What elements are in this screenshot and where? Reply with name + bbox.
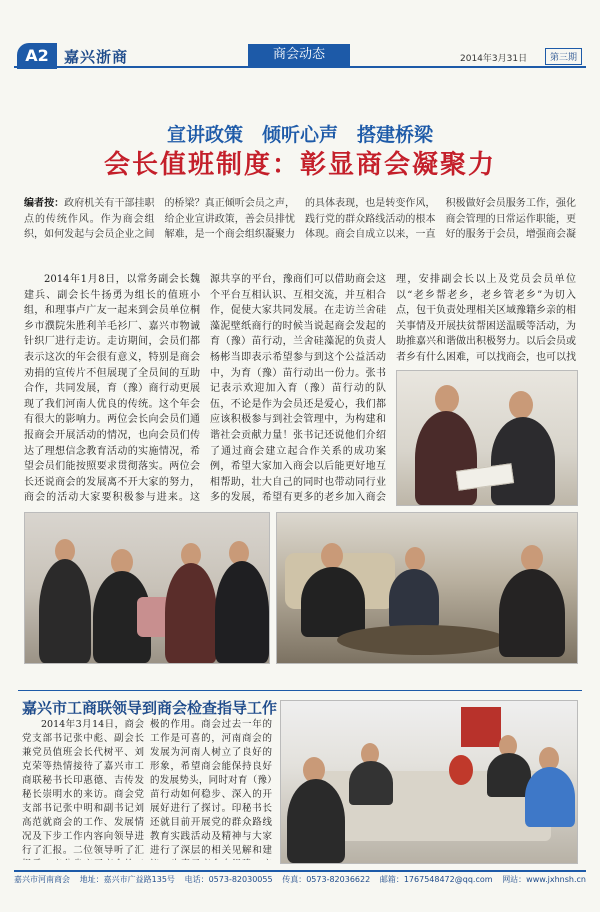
photo-person-body bbox=[389, 569, 439, 629]
photo-person-head bbox=[509, 391, 533, 419]
photo-person-body bbox=[349, 761, 393, 805]
article2-paragraph: 极的作用。商会过去一年的工作是可喜的，河南商会的发展为河南人树立了良好的形象，希望商会能保持良好的发展势头，同时对育（豫）苗行动如何稳步、深入的开展好进行了探讨。印秘书长还就目前开展党的群众路线教育实践活动及精神与大家进行了深层的相关见解和建 bbox=[150, 719, 272, 856]
footer-phone: 电话：0573-82030055 bbox=[184, 875, 273, 884]
header-rule bbox=[14, 66, 586, 68]
footer-address: 地址：嘉兴市广益路135号 bbox=[79, 875, 175, 884]
footer-website: 网站：www.jxhnsh.cn bbox=[502, 875, 586, 884]
photo-person-body bbox=[287, 779, 345, 863]
photo-flower-arrangement bbox=[449, 755, 473, 785]
editor-note-label: 编者按： bbox=[24, 198, 65, 209]
article2-rule bbox=[18, 690, 582, 691]
page-number: A2 bbox=[17, 43, 57, 69]
footer-email: 邮箱：1767548472@qq.com bbox=[379, 875, 493, 884]
photo-table bbox=[337, 625, 507, 655]
photo-person-head bbox=[405, 547, 425, 571]
article1-column-1 bbox=[24, 272, 200, 504]
footer bbox=[14, 874, 586, 890]
newspaper-name: 嘉兴浙商 bbox=[64, 48, 129, 66]
photo-office-meeting bbox=[276, 512, 578, 664]
edition-badge: 第三期 bbox=[545, 48, 582, 65]
editor-note bbox=[24, 196, 576, 258]
photo-wall-banner bbox=[461, 707, 501, 747]
photo-person-head bbox=[435, 385, 459, 413]
article-headline: 会长值班制度：彰显商会凝聚力 bbox=[103, 150, 496, 180]
article1-column-3 bbox=[396, 272, 576, 366]
photo-person-body bbox=[487, 753, 531, 797]
photo-person-body bbox=[491, 417, 555, 505]
article1-column-2 bbox=[210, 272, 386, 504]
article2-column-1 bbox=[22, 718, 144, 860]
article2-title: 嘉兴市工商联领导到商会检查指导工作 bbox=[22, 699, 278, 717]
photo-person-head bbox=[521, 545, 543, 571]
photo-person-body bbox=[301, 567, 365, 637]
photo-visit-document bbox=[396, 370, 578, 506]
article2-paragraph: 2014年3月14日，商会党支部书记张中彪、副会长兼党员值班会长代树平、刘克荣等热情接待了嘉兴市工商联秘书长印惠德、吉传发秘长崇明水的来访。商会党支部书记张中明和副书记刘高范就商会的工作、发展情况及下步工作内容向领导进行了汇报。二位领导听了汇 bbox=[22, 719, 144, 856]
photo-person-body bbox=[165, 563, 217, 663]
editor-note-text: 政府机关有干部挂职点的传统作风。作为商会组织，如何发起与会员企业之间的桥梁？真正倾听会员之声，给企业宣讲政策，善会员排忧解难，是一个商会组织凝聚力的具体表现，也是转变作风，践行党的群众路线活动的根本体现。商会自成立以来，一直积极做好会员服务工作，强化商会管理的日常运作职能，更好的服务于会员，增强商会凝 bbox=[24, 198, 576, 241]
section-label: 商会动态 bbox=[248, 44, 350, 66]
article-kicker: 宣讲政策 倾听心声 搭建桥梁 bbox=[166, 124, 433, 146]
article1-paragraph: 2014年1月8日，以常务副会长魏建兵、副会长牛扬勇为组长的值班小组，和理事卢广友一起来到会员单位桐乡市濮院朱胜利羊毛衫厂、嘉兴市物诚针织厂进行走访。走访期间，会员们都表示这次的年会很有意义，特别是商会劝捐的宣传片不但展现了全员间的互助合作，共同发展，育（豫）商行动更展现了我们河南人优良的传统。这个年会有很大的影响力。两位会长向会员们通报商会开展活动的情况，也向会员们传达了理想信念教育活动的实施情况，希望会员们能按照要求贯彻落实。两位会长还说商会的发展离不开大家的努力，商会的活动大家要积极参与进来。这 bbox=[24, 274, 200, 504]
photo-federation-meeting bbox=[280, 700, 578, 864]
article1-paragraph: 理，安排副会长以上及党员会员单位以“老乡帮老乡，老乡管老乡”为切入点，包干负责处理相关区域豫籍乡亲的相关事情及开展扶贫帮困送温暖等活动，为助推嘉兴和谐做出积极努力。以后会员或者乡有什么困难，可以找商会，也可以找 bbox=[396, 274, 576, 363]
footer-sponsor: 嘉兴市河南商会 bbox=[14, 875, 70, 884]
issue-date: 2014年3月31日 bbox=[460, 54, 528, 64]
footer-rule bbox=[14, 870, 586, 872]
footer-fax: 传真：0573-82036622 bbox=[282, 875, 371, 884]
article2-column-2 bbox=[150, 718, 272, 860]
photo-person-body bbox=[525, 767, 575, 827]
article1-paragraph: 源共享的平台，豫商们可以借助商会这个平台互相认识、互相交流，并互相合作，促使大家共同发展。在走访兰舍硅藻泥壁纸商行的时候当说起商会发起的育（豫）苗行动，兰舍硅藻泥的负责人杨彬当即表示希望参与到这个公益活动中，为育（豫）苗行动出一份力。张书记表示欢迎加入育（豫）苗行动的队伍，不论是作为会员还是爱心，我们都应该积极参与到社会管理中，为构建和谐社会贡献力量！张书记还说他们介绍了通过商会建立起合作关系的成功案例，希望大家加入商会以后能更好地互相帮助，壮大自己的同时也带动同行业多的发展，希望有更多的老乡加入商会 bbox=[210, 274, 386, 504]
photo-person-body bbox=[215, 561, 269, 663]
photo-person-body bbox=[39, 559, 91, 663]
photo-person-body bbox=[415, 411, 477, 505]
photo-person-head bbox=[321, 543, 343, 569]
photo-factory-visit bbox=[24, 512, 270, 664]
photo-person-body bbox=[499, 569, 565, 657]
